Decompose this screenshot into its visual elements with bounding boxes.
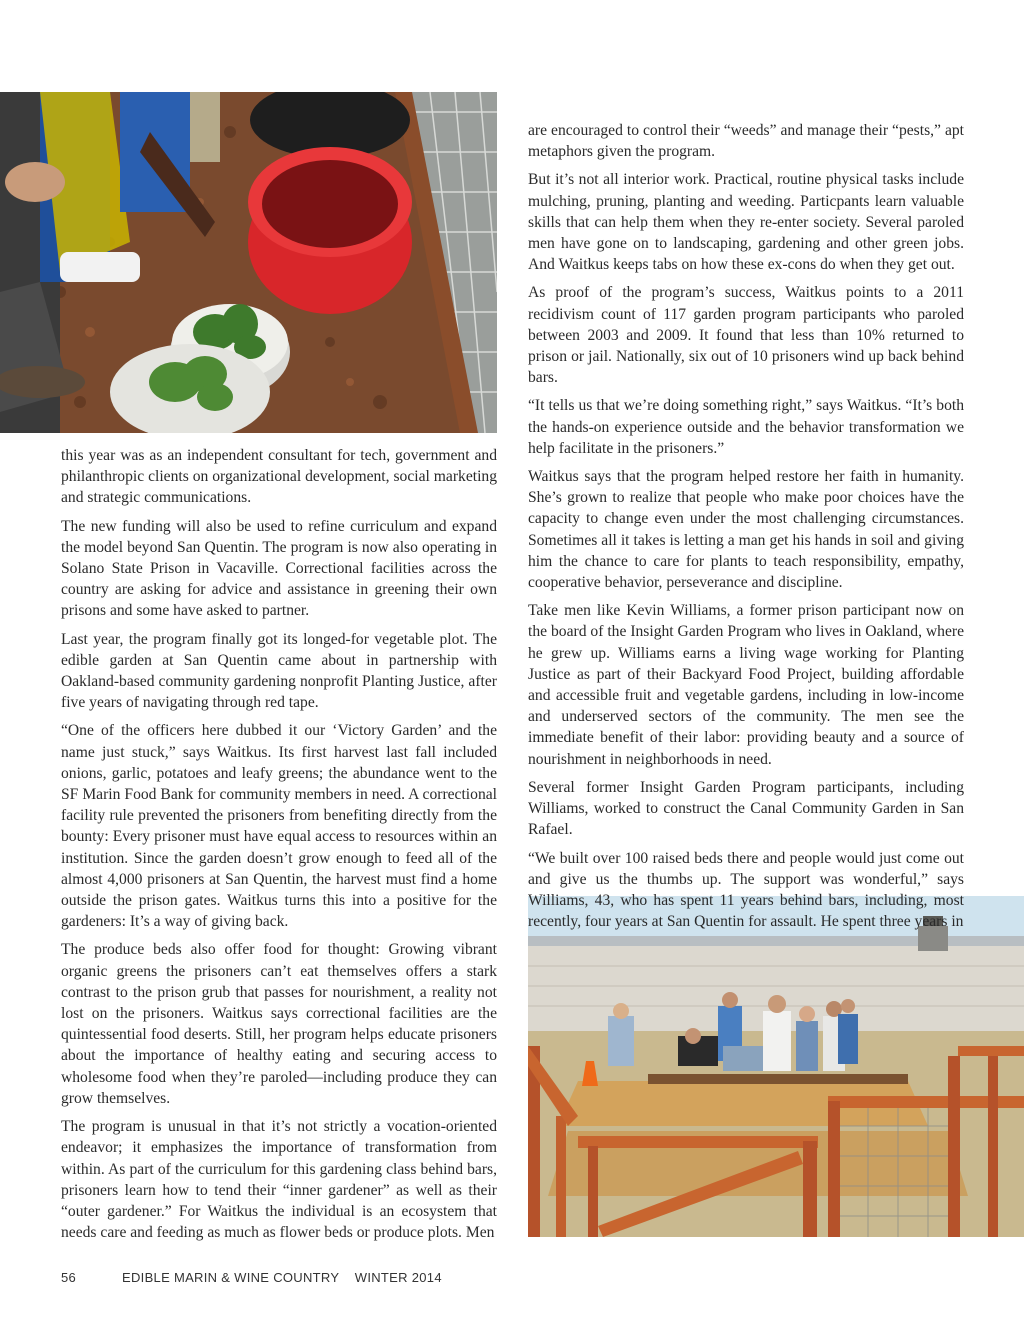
left-text-column	[61, 445, 497, 1250]
body-paragraph: are encouraged to control their “weeds” and manage their “pests,” apt metaphors given the program.	[528, 122, 964, 161]
body-paragraph: “One of the officers here dubbed it our ‘Victory Garden’ and the name just stuck,” says Waitkus. Its first harvest last fall included onions, garlic, potatoes and leafy greens; the abundance went to the SF Marin Food Bank for community members in need. A correctional facility rule prevented the prisoners from benefiting directly from the bounty: Every prisoner must have equal access to resources within an institution. Since the garden doesn’t grow enough to feed all of the almost 4,000 prisoners at San Quentin, the harvest must find a home outside the prison gates. Waitkus turns this into a positive for the gardeners: It’s a way of giving back.	[61, 722, 497, 931]
body-paragraph: Several former Insight Garden Program participants, including Williams, worked to construct the Canal Community Garden in San Rafael.	[528, 778, 964, 839]
body-paragraph: Take men like Kevin Williams, a former prison participant now on the board of the Insight Garden Program who lives in Oakland, where he grew up. Williams earns a living wage working for Planting Justice as part of their Backyard Food Project, building affordable and accessible fruit and vegetable gardens, including in low-income and underserved sectors of the community. The men see the immediate benefit of their labor: providing beauty and a source of nourishment in neighborhoods in need.	[528, 602, 964, 768]
body-paragraph: The new funding will also be used to refine curriculum and expand the model beyond San Quentin. The program is now also operating in Solano State Prison in Vacaville. Correctional facilities across the country are asking for advice and assistance in greening their own prisons and some have asked to partner.	[61, 517, 497, 620]
page-number: 56	[61, 1270, 77, 1285]
body-paragraph: “We built over 100 raised beds there and people would just come out and give us the thumbs up. The support was wonderful,” says Williams, 43, who has spent 11 years behind bars, including, most recently, four years at San Quentin for assault. He spent three years in	[528, 849, 964, 931]
body-paragraph: The produce beds also offer food for thought: Growing vibrant organic greens the prisoners can’t eat themselves offers a stark contrast to the prison grub that passes for nourishment, a reality not lost on the prisoners. Waitkus says correctional facilities are the quintessential food deserts. Still, her program helps educate prisoners about the importance of healthy eating and securing access to wholesome food when they’re paroled—including produce they can grow themselves.	[61, 941, 497, 1107]
body-paragraph: Waitkus says that the program helped restore her faith in humanity. She’s grown to realize that people who make poor choices have the capacity to change even under the most challenging circumstances. Sometimes all it takes is letting a man get his hands in soil and giving him the chance to care for plants to teach responsibility, empathy, cooperative behavior, perseverance and discipline.	[528, 468, 964, 592]
body-paragraph: “It tells us that we’re doing something right,” says Waitkus. “It’s both the hands-on experience outside and the behavior transformation we help facilitate in the prisoners.”	[528, 397, 964, 457]
raised-beds-photo	[528, 896, 1024, 1237]
body-paragraph: The program is unusual in that it’s not strictly a vocation-oriented endeavor; it emphasizes the importance of transformation from within. As part of the curriculum for this gardening class behind bars, prisoners learn how to tend their “inner gardener” as well as their “outer gardener.” For Waitkus the individual is an ecosystem that needs care and feeding as much as flower beds or produce plots. Men	[61, 1118, 497, 1242]
body-paragraph: As proof of the program’s success, Waitkus points to a 2011 recidivism count of 117 garden program participants who paroled between 2003 and 2009. It found that less than 10% returned to prison or jail. Nationally, six out of 10 prisoners wind up back behind bars.	[528, 284, 964, 387]
body-paragraph: this year was as an independent consultant for tech, government and philanthropic clients on organizational development, social marketing and strategic communications.	[61, 447, 497, 507]
garden-planting-photo	[0, 92, 497, 433]
body-paragraph: Last year, the program finally got its longed-for vegetable plot. The edible garden at San Quentin came about in partnership with Oakland-based community gardening nonprofit Planting Justice, after five years of navigating through red tape.	[61, 630, 497, 712]
body-paragraph: But it’s not all interior work. Practical, routine physical tasks include mulching, pruning, planting and weeding. Particpants learn valuable skills that can help them when they re-enter society. Several paroled men have gone on to landscaping, gardening and other green jobs. And Waitkus keeps tabs on how these ex-cons do when they get out.	[528, 171, 964, 274]
right-text-column	[528, 120, 964, 939]
publication-footer: EDIBLE MARIN & WINE COUNTRY WINTER 2014	[122, 1270, 442, 1285]
